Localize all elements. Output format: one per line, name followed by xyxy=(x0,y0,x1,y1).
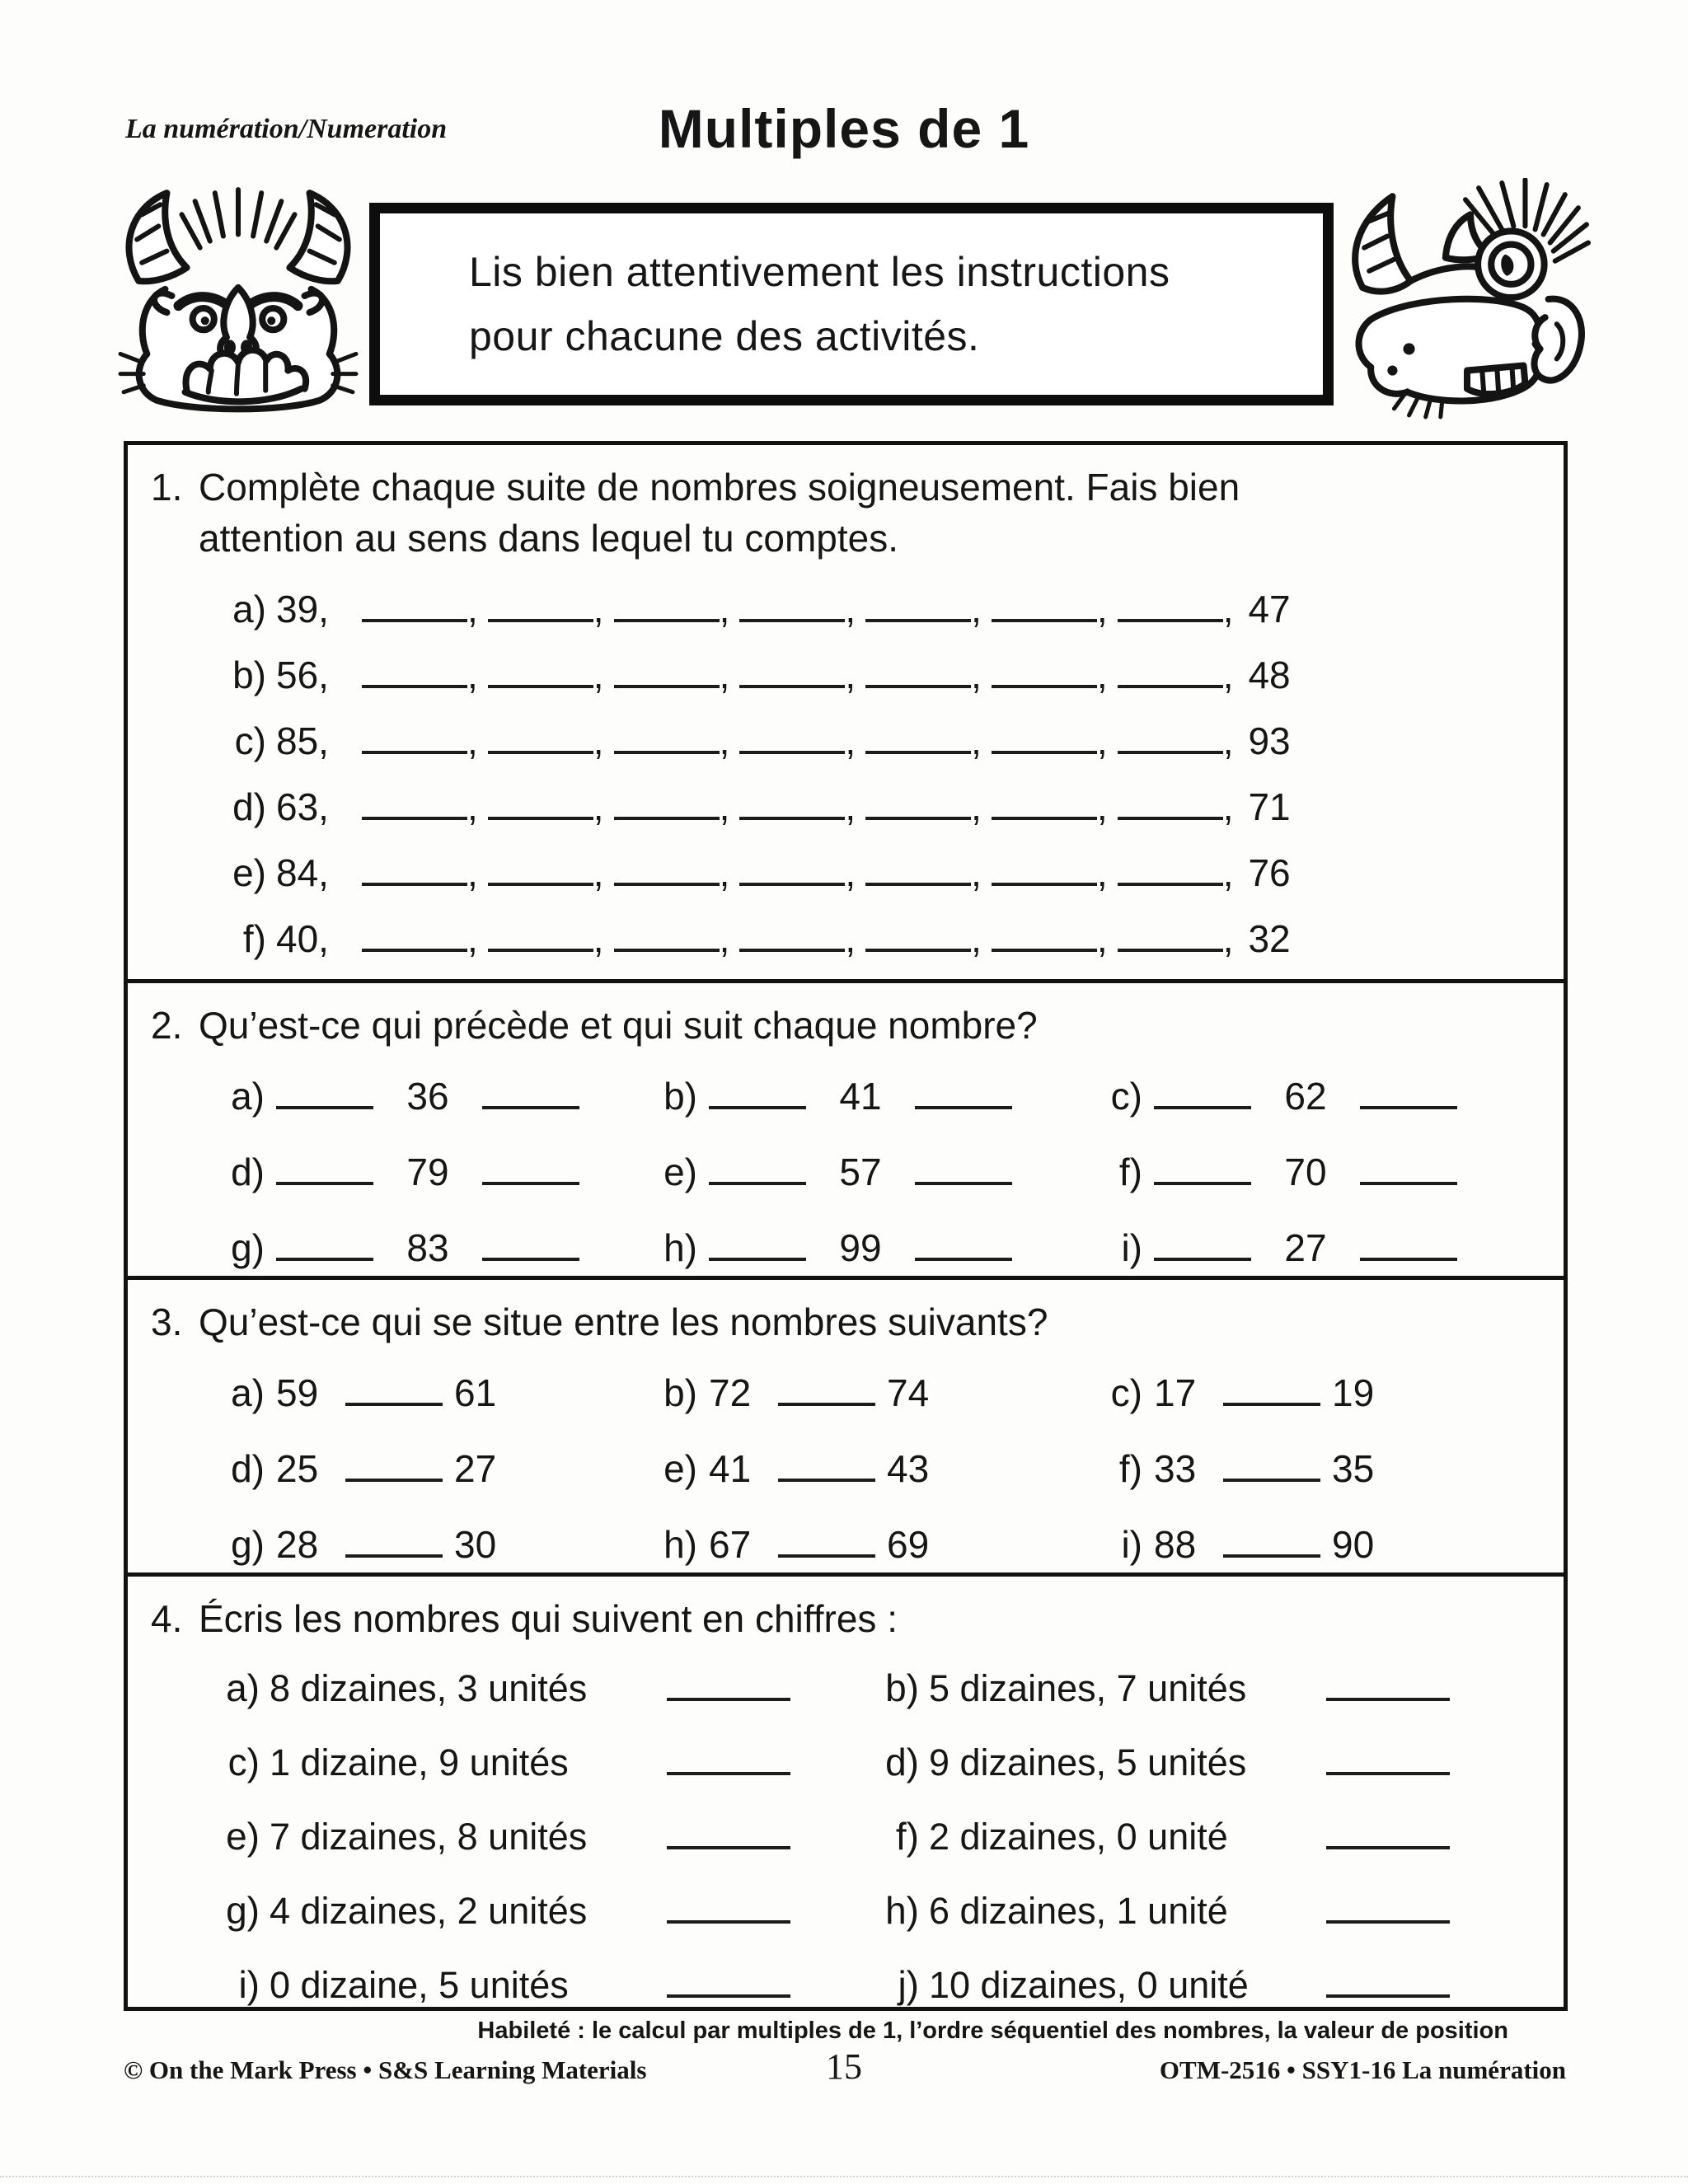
comma: , xyxy=(845,588,856,630)
answer-blank[interactable] xyxy=(276,1081,373,1109)
between-groups xyxy=(151,1371,1542,1567)
answer-blank[interactable] xyxy=(488,726,593,754)
number-value: 99 xyxy=(839,1226,882,1269)
between-group xyxy=(217,1522,649,1567)
row-label: g) xyxy=(231,1226,265,1269)
between-group xyxy=(1095,1522,1542,1567)
answer-blank[interactable] xyxy=(865,858,971,886)
answer-blank[interactable] xyxy=(667,1747,790,1775)
answer-blank[interactable] xyxy=(667,1673,790,1701)
rhino-monster-icon xyxy=(1339,178,1592,424)
chiffres-text: 7 dizaines, 8 unités xyxy=(270,1816,588,1858)
horned-monster-icon xyxy=(114,183,363,418)
answer-blank[interactable] xyxy=(614,858,720,886)
sequence-start-number: 40, xyxy=(276,917,329,960)
answer-blank[interactable] xyxy=(488,924,593,952)
row-label: g) xyxy=(231,1523,265,1566)
answer-blank[interactable] xyxy=(1154,1081,1251,1109)
comma: , xyxy=(593,588,604,630)
answer-blank[interactable] xyxy=(739,858,845,886)
sequence-row xyxy=(215,785,1542,828)
answer-blank[interactable] xyxy=(614,594,720,622)
footer-copyright: © On the Mark Press • S&S Learning Materials xyxy=(124,2055,647,2084)
sequence-rows xyxy=(151,587,1542,960)
sequence-end-number: 32 xyxy=(1248,917,1291,960)
row-label: d) xyxy=(231,1447,265,1490)
answer-blank[interactable] xyxy=(614,726,720,754)
chiffres-group xyxy=(874,1740,1542,1784)
number-value: 25 xyxy=(276,1447,319,1490)
number-value: 90 xyxy=(1332,1523,1375,1566)
answer-blank[interactable] xyxy=(614,660,720,688)
answer-blank[interactable] xyxy=(482,1233,579,1261)
sequence-row xyxy=(215,719,1542,762)
comma: , xyxy=(845,851,856,894)
answer-blank[interactable] xyxy=(345,1454,443,1482)
sequence-row xyxy=(215,587,1542,630)
answer-blank[interactable] xyxy=(1118,792,1223,820)
row-label: a) xyxy=(232,588,266,630)
answer-blank[interactable] xyxy=(488,594,593,622)
chiffres-group xyxy=(215,1814,874,1858)
sequence-end-number: 47 xyxy=(1248,588,1291,630)
answer-blank[interactable] xyxy=(488,660,593,688)
comma: , xyxy=(1096,654,1108,696)
answer-blank[interactable] xyxy=(915,1233,1012,1261)
number-value: 33 xyxy=(1154,1447,1197,1490)
between-group xyxy=(1095,1371,1542,1415)
precede-group xyxy=(649,1226,1095,1270)
comma: , xyxy=(845,654,856,696)
sequence-start-number: 39, xyxy=(276,588,329,630)
section-between xyxy=(128,1280,1564,1577)
chiffres-text: 10 dizaines, 0 unité xyxy=(929,1964,1249,2006)
row-label: f) xyxy=(242,917,266,960)
comma: , xyxy=(719,851,730,894)
precede-group xyxy=(1095,1150,1542,1194)
chiffres-group xyxy=(874,1814,1542,1858)
number-value: 36 xyxy=(406,1075,449,1118)
comma: , xyxy=(467,917,478,960)
number-value: 41 xyxy=(839,1075,882,1118)
answer-blank[interactable] xyxy=(992,858,1097,886)
chiffres-text: 4 dizaines, 2 unités xyxy=(270,1890,588,1932)
comma: , xyxy=(467,588,478,630)
number-value: 27 xyxy=(454,1447,497,1490)
row-label: b) xyxy=(232,654,266,696)
row-label: d) xyxy=(231,1151,265,1193)
answer-blank[interactable] xyxy=(1326,1896,1450,1924)
row-label: e) xyxy=(232,851,266,894)
answer-blank[interactable] xyxy=(915,1157,1012,1185)
answer-blank[interactable] xyxy=(276,1233,373,1261)
between-group xyxy=(649,1522,1095,1567)
answer-blank[interactable] xyxy=(709,1081,806,1109)
sequence-row xyxy=(215,653,1542,696)
answer-blank[interactable] xyxy=(739,660,845,688)
footer-skill-line: Habileté : le calcul par multiples de 1, l’ordre séquentiel des nombres, la valeur de position xyxy=(477,2018,1508,2044)
comma: , xyxy=(1222,719,1234,762)
answer-blank[interactable] xyxy=(1326,1673,1450,1701)
answer-blank[interactable] xyxy=(865,792,971,820)
answer-blank[interactable] xyxy=(345,1378,443,1406)
comma: , xyxy=(467,654,478,696)
row-label: d) xyxy=(232,785,266,828)
row-label: g) xyxy=(226,1889,260,1932)
between-group xyxy=(649,1446,1095,1491)
number-value: 27 xyxy=(1284,1226,1327,1269)
answer-blank[interactable] xyxy=(362,792,467,820)
number-value: 88 xyxy=(1154,1523,1197,1566)
answer-blank[interactable] xyxy=(1223,1378,1320,1406)
between-group xyxy=(1095,1446,1542,1491)
number-value: 70 xyxy=(1284,1151,1327,1193)
row-label: e) xyxy=(663,1151,697,1193)
chiffres-text: 6 dizaines, 1 unité xyxy=(929,1890,1228,1932)
chiffres-text: 0 dizaine, 5 unités xyxy=(270,1964,569,2006)
comma: , xyxy=(1222,785,1234,828)
section-heading xyxy=(151,1593,1542,1644)
section-chiffres xyxy=(128,1577,1564,2007)
answer-blank[interactable] xyxy=(667,1970,790,1998)
number-value: 28 xyxy=(276,1523,319,1566)
number-value: 72 xyxy=(709,1371,752,1414)
comma: , xyxy=(467,785,478,828)
comma: , xyxy=(1222,588,1234,630)
row-label: d) xyxy=(885,1741,919,1783)
number-value: 17 xyxy=(1154,1371,1197,1414)
section-number: 4. xyxy=(151,1597,183,1640)
comma: , xyxy=(593,719,604,762)
precede-group xyxy=(217,1150,649,1194)
footer-page-number: 15 xyxy=(826,2046,862,2087)
chiffres-group xyxy=(215,1888,874,1933)
sequence-start-number: 56, xyxy=(276,654,329,696)
answer-blank[interactable] xyxy=(709,1233,806,1261)
section-number: 1. xyxy=(151,466,183,509)
section-heading-text: Qu’est-ce qui précède et qui suit chaque nombre? xyxy=(199,1004,1038,1047)
answer-blank[interactable] xyxy=(1326,1821,1450,1849)
answer-blank[interactable] xyxy=(1118,594,1223,622)
chiffres-groups xyxy=(151,1666,1542,2007)
row-label: h) xyxy=(663,1226,697,1269)
comma: , xyxy=(719,588,730,630)
comma: , xyxy=(845,719,856,762)
comma: , xyxy=(467,719,478,762)
answer-blank[interactable] xyxy=(482,1081,579,1109)
section-number: 2. xyxy=(151,1004,183,1047)
instruction-line: Lis bien attentivement les instructions xyxy=(469,249,1170,295)
answer-blank[interactable] xyxy=(778,1378,875,1406)
comma: , xyxy=(1096,719,1108,762)
sequence-start-number: 85, xyxy=(276,719,329,762)
answer-blank[interactable] xyxy=(739,924,845,952)
row-label: a) xyxy=(231,1371,265,1414)
precede-group xyxy=(649,1074,1095,1118)
number-value: 62 xyxy=(1284,1075,1327,1118)
section-heading-text: Qu’est-ce qui se situe entre les nombres suivants? xyxy=(199,1301,1048,1343)
comma: , xyxy=(719,917,730,960)
precede-group xyxy=(1095,1074,1542,1118)
instruction-line: pour chacune des activités. xyxy=(469,313,980,359)
section-heading xyxy=(151,1296,1542,1347)
sequence-row xyxy=(215,916,1542,960)
answer-blank[interactable] xyxy=(778,1454,875,1482)
worksheet-box xyxy=(124,441,1568,2011)
answer-blank[interactable] xyxy=(1118,660,1223,688)
row-label: h) xyxy=(885,1889,919,1932)
header-label: La numération/Numeration xyxy=(125,114,448,144)
number-value: 69 xyxy=(887,1523,930,1566)
comma: , xyxy=(593,851,604,894)
number-value: 61 xyxy=(454,1371,497,1414)
answer-blank[interactable] xyxy=(1223,1530,1320,1558)
chiffres-text: 9 dizaines, 5 unités xyxy=(929,1741,1247,1783)
number-value: 59 xyxy=(276,1371,319,1414)
answer-blank[interactable] xyxy=(1360,1081,1457,1109)
row-label: c) xyxy=(227,1741,260,1783)
chiffres-group xyxy=(215,1962,874,2007)
chiffres-group xyxy=(215,1666,874,1710)
comma: , xyxy=(593,654,604,696)
answer-blank[interactable] xyxy=(488,858,593,886)
comma: , xyxy=(1096,851,1108,894)
comma: , xyxy=(845,785,856,828)
comma: , xyxy=(1096,785,1108,828)
answer-blank[interactable] xyxy=(865,726,971,754)
sequence-end-number: 93 xyxy=(1248,719,1291,762)
number-value: 41 xyxy=(709,1447,752,1490)
answer-blank[interactable] xyxy=(1360,1233,1457,1261)
answer-blank[interactable] xyxy=(709,1157,806,1185)
comma: , xyxy=(1222,917,1234,960)
row-label: i) xyxy=(1121,1226,1142,1269)
precede-group xyxy=(1095,1226,1542,1270)
number-value: 30 xyxy=(454,1523,497,1566)
comma: , xyxy=(719,654,730,696)
comma: , xyxy=(719,719,730,762)
between-group xyxy=(217,1371,649,1415)
chiffres-group xyxy=(874,1962,1542,2007)
answer-blank[interactable] xyxy=(992,594,1097,622)
comma: , xyxy=(971,719,982,762)
row-label: c) xyxy=(234,719,266,762)
row-label: b) xyxy=(663,1075,697,1118)
answer-blank[interactable] xyxy=(362,594,467,622)
answer-blank[interactable] xyxy=(362,660,467,688)
row-label: e) xyxy=(663,1447,697,1490)
answer-blank[interactable] xyxy=(778,1530,875,1558)
answer-blank[interactable] xyxy=(865,594,971,622)
comma: , xyxy=(971,851,982,894)
answer-blank[interactable] xyxy=(614,792,720,820)
between-group xyxy=(649,1371,1095,1415)
row-label: a) xyxy=(231,1075,265,1118)
comma: , xyxy=(971,785,982,828)
answer-blank[interactable] xyxy=(667,1821,790,1849)
answer-blank[interactable] xyxy=(488,792,593,820)
number-value: 43 xyxy=(887,1447,930,1490)
section-sequences xyxy=(128,445,1564,983)
answer-blank[interactable] xyxy=(1154,1157,1251,1185)
footer-code: OTM-2516 • SSY1-16 La numération xyxy=(1159,2055,1566,2084)
comma: , xyxy=(1222,654,1234,696)
row-label: i) xyxy=(238,1963,260,2006)
sequence-end-number: 48 xyxy=(1248,654,1291,696)
answer-blank[interactable] xyxy=(992,924,1097,952)
answer-blank[interactable] xyxy=(739,792,845,820)
comma: , xyxy=(845,917,856,960)
precede-group xyxy=(649,1150,1095,1194)
number-value: 19 xyxy=(1332,1371,1375,1414)
chiffres-group xyxy=(874,1666,1542,1710)
number-value: 83 xyxy=(406,1226,449,1269)
sequence-start-number: 84, xyxy=(276,851,329,894)
answer-blank[interactable] xyxy=(362,924,467,952)
row-label: b) xyxy=(885,1666,919,1709)
answer-blank[interactable] xyxy=(1326,1747,1450,1775)
answer-blank[interactable] xyxy=(915,1081,1012,1109)
row-label: b) xyxy=(663,1371,697,1414)
answer-blank[interactable] xyxy=(1118,924,1223,952)
answer-blank[interactable] xyxy=(362,726,467,754)
answer-blank[interactable] xyxy=(865,660,971,688)
sequence-start-number: 63, xyxy=(276,785,329,828)
comma: , xyxy=(719,785,730,828)
row-label: h) xyxy=(663,1523,697,1566)
answer-blank[interactable] xyxy=(276,1157,373,1185)
comma: , xyxy=(1096,917,1108,960)
instruction-box xyxy=(369,203,1334,405)
answer-blank[interactable] xyxy=(1118,858,1223,886)
chiffres-group xyxy=(215,1740,874,1784)
precede-group xyxy=(217,1226,649,1270)
comma: , xyxy=(971,654,982,696)
answer-blank[interactable] xyxy=(865,924,971,952)
comma: , xyxy=(467,851,478,894)
number-value: 79 xyxy=(406,1151,449,1193)
sequence-end-number: 76 xyxy=(1248,851,1291,894)
answer-blank[interactable] xyxy=(1326,1970,1450,1998)
answer-blank[interactable] xyxy=(992,726,1097,754)
sequence-end-number: 71 xyxy=(1248,785,1291,828)
comma: , xyxy=(1096,588,1108,630)
section-heading-text: Écris les nombres qui suivent en chiffres : xyxy=(199,1597,898,1640)
answer-blank[interactable] xyxy=(1118,726,1223,754)
answer-blank[interactable] xyxy=(992,792,1097,820)
answer-blank[interactable] xyxy=(1154,1233,1251,1261)
answer-blank[interactable] xyxy=(1223,1454,1320,1482)
chiffres-text: 8 dizaines, 3 unités xyxy=(270,1667,588,1709)
number-value: 35 xyxy=(1332,1447,1375,1490)
row-label: c) xyxy=(1110,1075,1142,1118)
answer-blank[interactable] xyxy=(614,924,720,952)
chiffres-text: 5 dizaines, 7 unités xyxy=(929,1667,1247,1709)
row-label: j) xyxy=(898,1963,919,2006)
comma: , xyxy=(971,588,982,630)
between-group xyxy=(217,1446,649,1491)
scan-artifact xyxy=(0,2176,1688,2177)
section-number: 3. xyxy=(151,1301,183,1343)
answer-blank[interactable] xyxy=(345,1530,443,1558)
comma: , xyxy=(1222,851,1234,894)
row-label: c) xyxy=(1110,1371,1142,1414)
page-title: Multiples de 1 xyxy=(658,98,1030,159)
answer-blank[interactable] xyxy=(739,594,845,622)
comma: , xyxy=(593,917,604,960)
number-value: 67 xyxy=(709,1523,752,1566)
row-label: f) xyxy=(1118,1447,1142,1490)
comma: , xyxy=(593,785,604,828)
comma: , xyxy=(971,917,982,960)
number-value: 57 xyxy=(839,1151,882,1193)
row-label: f) xyxy=(895,1815,919,1858)
section-heading-text: Complète chaque suite de nombres soigneusement. Fais bien attention au sens dans lequel tu comptes. xyxy=(199,466,1240,560)
chiffres-text: 2 dizaines, 0 unité xyxy=(929,1816,1228,1858)
chiffres-group xyxy=(874,1888,1542,1933)
section-heading xyxy=(151,1000,1542,1051)
sequence-row xyxy=(215,851,1542,894)
precede-groups xyxy=(151,1074,1542,1270)
answer-blank[interactable] xyxy=(739,726,845,754)
chiffres-text: 1 dizaine, 9 unités xyxy=(270,1741,569,1783)
row-label: e) xyxy=(226,1815,260,1858)
answer-blank[interactable] xyxy=(362,858,467,886)
section-precede-suit xyxy=(128,983,1564,1280)
answer-blank[interactable] xyxy=(1360,1157,1457,1185)
section-heading xyxy=(151,462,1542,564)
precede-group xyxy=(217,1074,649,1118)
row-label: i) xyxy=(1121,1523,1142,1566)
row-label: f) xyxy=(1118,1151,1142,1193)
number-value: 74 xyxy=(887,1371,930,1414)
row-label: a) xyxy=(226,1666,260,1709)
answer-blank[interactable] xyxy=(482,1157,579,1185)
answer-blank[interactable] xyxy=(667,1896,790,1924)
answer-blank[interactable] xyxy=(992,660,1097,688)
